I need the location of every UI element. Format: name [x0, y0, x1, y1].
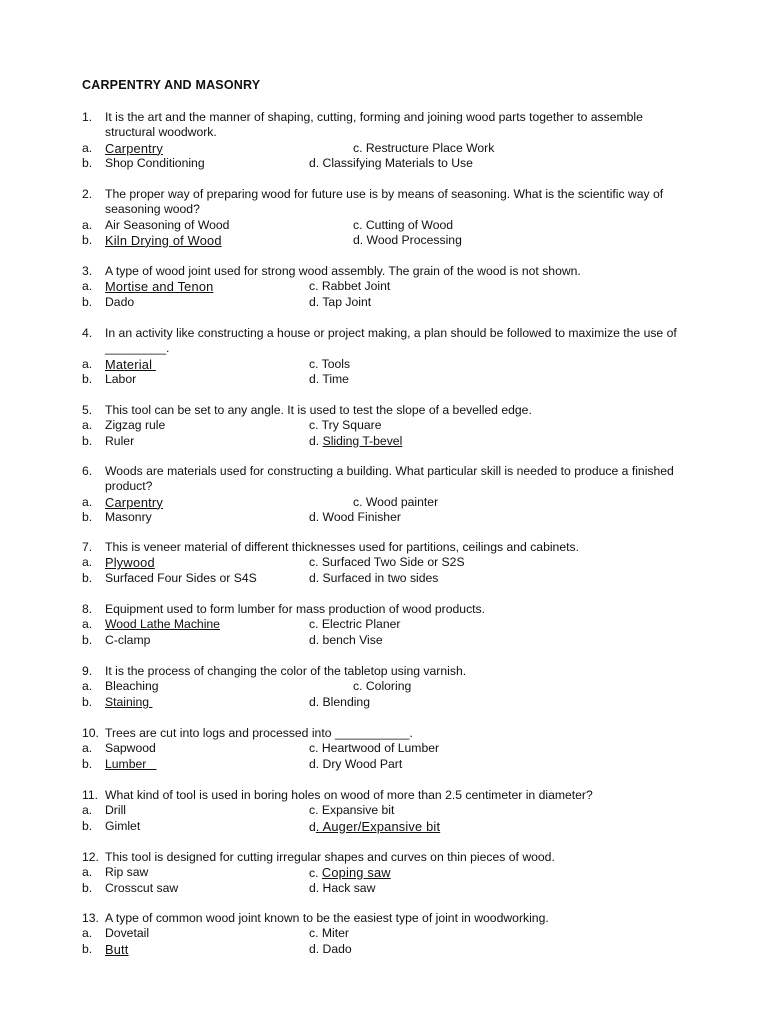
- option-c: c. Coloring: [353, 679, 412, 694]
- option-c: c. Try Square: [309, 418, 382, 433]
- option-letter: b.: [82, 880, 93, 895]
- option-a: Sapwood: [105, 741, 156, 756]
- option-letter: b.: [82, 155, 93, 170]
- option-b: Labor: [105, 371, 137, 386]
- option-letter: b.: [82, 570, 93, 585]
- option-letter: a.: [82, 279, 93, 294]
- answer-option-a: Wood Lathe Machine: [105, 617, 220, 632]
- option-letter: a.: [82, 741, 93, 756]
- option-d: d. bench Vise: [309, 632, 383, 647]
- question-number: 4.: [82, 326, 93, 340]
- question-number: 11.: [82, 788, 99, 802]
- option-letter: a.: [82, 494, 93, 509]
- option-b: Masonry: [105, 509, 152, 524]
- question-number: 9.: [82, 664, 93, 678]
- option-d: d. Dado: [309, 941, 352, 956]
- answer-option-b: Butt: [105, 941, 129, 957]
- option-letter: b.: [82, 941, 93, 956]
- option-c: c. Expansive bit: [309, 803, 395, 818]
- question-number: 6.: [82, 464, 93, 478]
- question-number: 13.: [82, 911, 99, 925]
- option-d: d. Classifying Materials to Use: [309, 155, 473, 170]
- question-number: 8.: [82, 602, 93, 616]
- question-9: [82, 664, 692, 710]
- option-d: d. Blending: [309, 694, 370, 709]
- option-b: Shop Conditioning: [105, 155, 205, 170]
- question-13: [82, 911, 692, 957]
- option-b: Gimlet: [105, 818, 141, 833]
- question-12: [82, 850, 692, 896]
- answer-option-a: Mortise and Tenon: [105, 279, 214, 295]
- option-letter: b.: [82, 433, 93, 448]
- option-b: C-clamp: [105, 632, 151, 647]
- question-text: The proper way of preparing wood for future use is by means of seasoning. What is the scientific way of seasoning wood?: [105, 187, 664, 217]
- question-number: 12.: [82, 850, 99, 864]
- question-7: [82, 540, 692, 586]
- question-number: 2.: [82, 187, 93, 201]
- option-letter: b.: [82, 509, 93, 524]
- question-text: Trees are cut into logs and processed into ___________.: [105, 726, 413, 740]
- option-a: Dovetail: [105, 926, 150, 941]
- answer-option-b: Staining: [105, 694, 153, 709]
- question-number: 10.: [82, 726, 99, 740]
- question-8: [82, 602, 692, 648]
- option-c: c. Miter: [309, 926, 349, 941]
- option-letter: b.: [82, 818, 93, 833]
- option-c: c. Rabbet Joint: [309, 279, 391, 294]
- question-text: A type of wood joint used for strong wood assembly. The grain of the wood is not shown.: [105, 264, 581, 278]
- option-c: c. Restructure Place Work: [353, 140, 495, 155]
- option-c: c. Wood painter: [353, 494, 439, 509]
- option-b: Dado: [105, 294, 135, 309]
- question-6: [82, 464, 692, 525]
- option-a: Zigzag rule: [105, 418, 166, 433]
- option-letter: a.: [82, 679, 93, 694]
- answer-option-a: Carpentry: [105, 140, 163, 156]
- question-number: 3.: [82, 264, 93, 278]
- question-number: 1.: [82, 110, 93, 124]
- option-a: Air Seasoning of Wood: [105, 217, 230, 232]
- option-letter: a.: [82, 926, 93, 941]
- question-5: [82, 403, 692, 449]
- option-b: Surfaced Four Sides or S4S: [105, 570, 257, 585]
- question-text: In an activity like constructing a house or project making, a plan should be followed to maximize the use of _________.: [105, 326, 677, 356]
- answer-option-a: Material: [105, 356, 156, 372]
- option-letter: b.: [82, 694, 93, 709]
- question-2: [82, 187, 692, 248]
- question-10: [82, 726, 692, 772]
- option-letter: b.: [82, 756, 93, 771]
- option-c: c. Surfaced Two Side or S2S: [309, 555, 465, 570]
- option-letter: a.: [82, 803, 93, 818]
- question-3: [82, 264, 692, 310]
- question-text: This tool can be set to any angle. It is used to test the slope of a bevelled edge.: [105, 403, 532, 417]
- answer-option-a: Carpentry: [105, 494, 163, 510]
- option-d: d. Wood Finisher: [309, 509, 401, 524]
- option-letter: a.: [82, 418, 93, 433]
- question-text: It is the art and the manner of shaping, cutting, forming and joining wood parts together to assemble structural woodwork.: [105, 110, 643, 140]
- question-text: What kind of tool is used in boring holes on wood of more than 2.5 centimeter in diameter?: [105, 788, 593, 802]
- option-b: Crosscut saw: [105, 880, 179, 895]
- option-letter: a.: [82, 217, 93, 232]
- option-letter: b.: [82, 371, 93, 386]
- option-a: Bleaching: [105, 679, 159, 694]
- option-b: Ruler: [105, 433, 135, 448]
- option-a: Drill: [105, 803, 126, 818]
- option-c: c. Electric Planer: [309, 617, 401, 632]
- question-number: 5.: [82, 403, 93, 417]
- question-11: [82, 788, 692, 834]
- option-letter: a.: [82, 865, 93, 880]
- option-letter: a.: [82, 140, 93, 155]
- answer-option-b: Lumber: [105, 756, 157, 771]
- option-d: d. Dry Wood Part: [309, 756, 403, 771]
- option-c: c. Heartwood of Lumber: [309, 741, 440, 756]
- option-c: c. Tools: [309, 356, 351, 371]
- option-letter: b.: [82, 294, 93, 309]
- answer-option-d: d. Auger/Expansive bit: [309, 818, 441, 834]
- option-d: d. Wood Processing: [353, 232, 462, 247]
- question-text: It is the process of changing the color of the tabletop using varnish.: [105, 664, 467, 678]
- option-c: c. Cutting of Wood: [353, 217, 454, 232]
- question-text: Woods are materials used for constructing a building. What particular skill is needed to produce a finished product?: [105, 464, 674, 494]
- option-letter: b.: [82, 632, 93, 647]
- question-text: This tool is designed for cutting irregular shapes and curves on thin pieces of wood.: [105, 850, 555, 864]
- question-text: Equipment used to form lumber for mass production of wood products.: [105, 602, 486, 616]
- question-1: [82, 110, 692, 171]
- question-number: 7.: [82, 540, 93, 554]
- option-a: Rip saw: [105, 865, 149, 880]
- option-d: d. Tap Joint: [309, 294, 372, 309]
- answer-option-a: Plywood: [105, 555, 155, 571]
- option-letter: b.: [82, 232, 93, 247]
- option-d: d. Hack saw: [309, 880, 376, 895]
- answer-option-c: c. Coping saw: [309, 865, 391, 881]
- option-d: d. Surfaced in two sides: [309, 570, 439, 585]
- answer-option-d: d. Sliding T-bevel: [309, 433, 403, 448]
- document-title: CARPENTRY AND MASONRY: [82, 78, 261, 92]
- question-4: [82, 326, 692, 387]
- question-text: A type of common wood joint known to be the easiest type of joint in woodworking.: [105, 911, 549, 925]
- option-letter: a.: [82, 356, 93, 371]
- option-letter: a.: [82, 555, 93, 570]
- question-text: This is veneer material of different thicknesses used for partitions, ceilings and cabinets.: [105, 540, 579, 554]
- option-d: d. Time: [309, 371, 349, 386]
- option-letter: a.: [82, 617, 93, 632]
- answer-option-b: Kiln Drying of Wood: [105, 232, 222, 248]
